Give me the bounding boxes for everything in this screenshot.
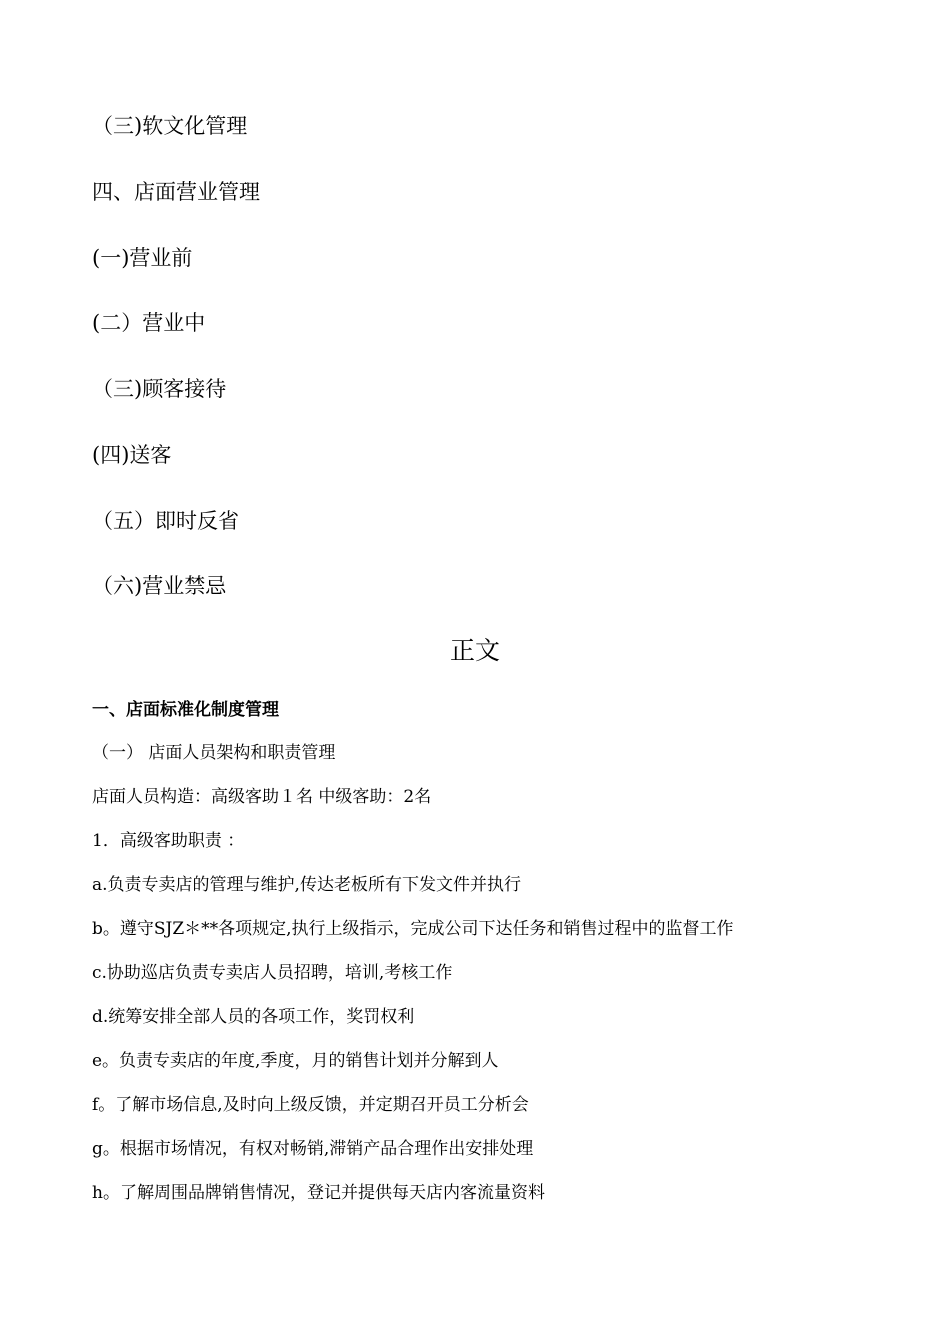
- toc-item-reflection: （五）即时反省: [92, 509, 239, 533]
- toc-item-soft-culture: （三)软文化管理: [92, 114, 248, 138]
- main-title: 正文: [449, 636, 500, 665]
- duty-item-a: a.负责专卖店的管理与维护,传达老板所有下发文件并执行: [92, 875, 521, 895]
- duty-item-e: e。负责专卖店的年度,季度，月的销售计划并分解到人: [92, 1051, 499, 1071]
- toc-item-during-business: (二）营业中: [92, 311, 206, 335]
- duty-item-f: f。了解市场信息,及时向上级反馈，并定期召开员工分析会: [92, 1095, 529, 1115]
- subsection-heading: （一） 店面人员架构和职责管理: [92, 743, 336, 763]
- duties-heading: 1．高级客助职责 ：: [92, 831, 245, 851]
- duty-item-g: g。根据市场情况，有权对畅销,滞销产品合理作出安排处理: [92, 1139, 534, 1159]
- staff-structure-line: 店面人员构造：高级客助１名 中级客助：2名: [92, 787, 432, 807]
- duty-item-h: h。了解周围品牌销售情况，登记并提供每天店内客流量资料: [92, 1183, 545, 1203]
- toc-item-seeing-off: (四)送客: [92, 443, 172, 467]
- toc-item-before-business: (一)营业前: [92, 246, 193, 270]
- toc-item-customer-reception: （三)顾客接待: [92, 377, 227, 401]
- section-heading: 一、店面标准化制度管理: [92, 700, 279, 720]
- toc-item-taboos: （六)营业禁忌: [92, 574, 227, 598]
- duty-item-c: c.协助巡店负责专卖店人员招聘，培训,考核工作: [92, 963, 453, 983]
- duty-item-b: b。遵守SJZ＊**各项规定,执行上级指示，完成公司下达任务和销售过程中的监督工作: [92, 919, 734, 939]
- toc-item-store-operations: 四、店面营业管理: [92, 180, 260, 204]
- duty-item-d: d.统筹安排全部人员的各项工作，奖罚权利: [92, 1007, 415, 1027]
